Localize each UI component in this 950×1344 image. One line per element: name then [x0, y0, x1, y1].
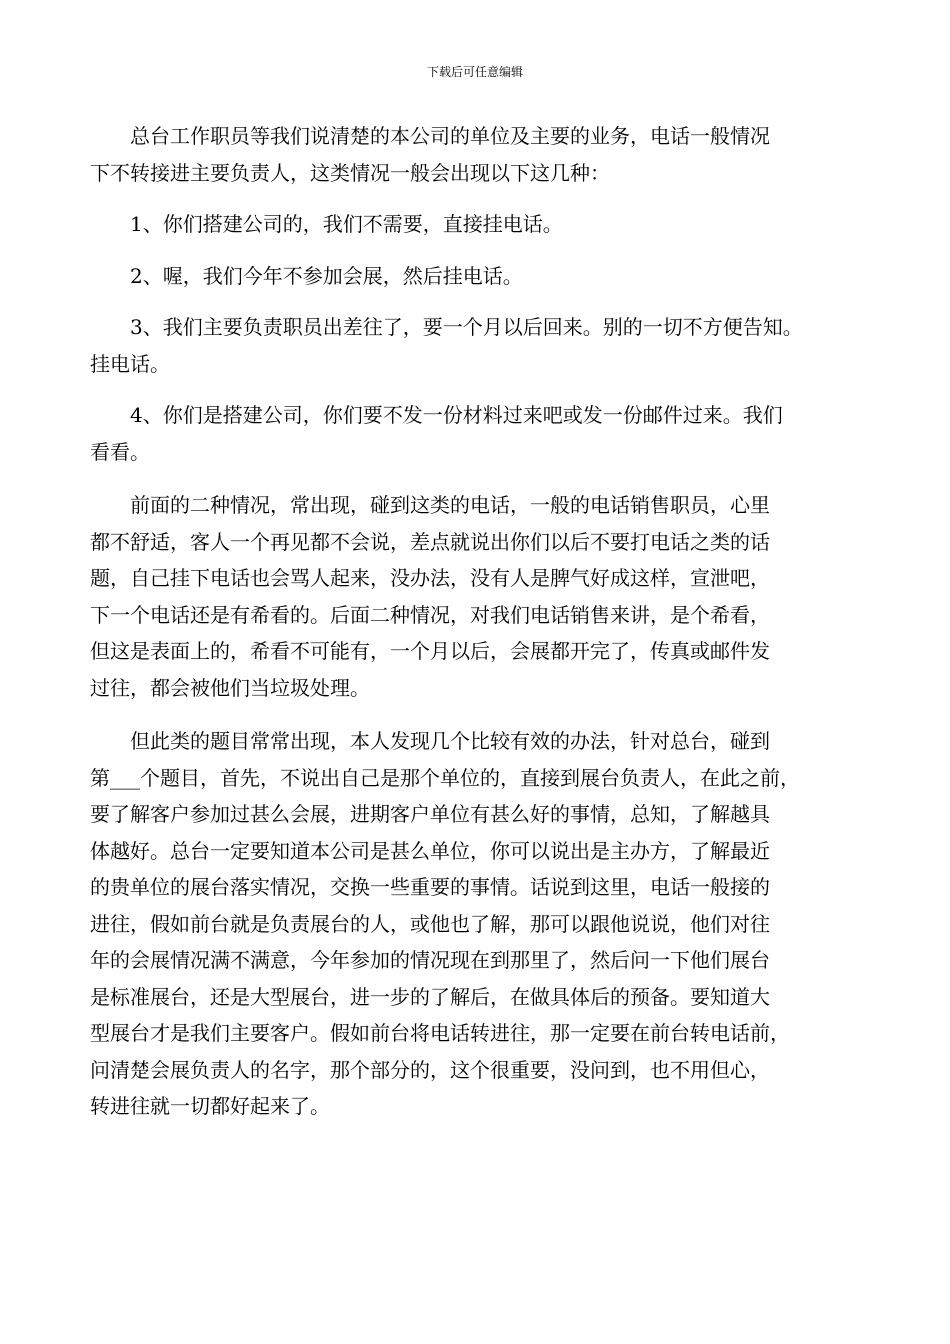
text-line: 3、我们主要负责职员出差往了，要一个月以后回来。别的一切不方便告知。: [130, 315, 803, 339]
list-item-3: [90, 309, 865, 382]
text-line: 的贵单位的展台落实情况，交换一些重要的事情。话说到这里，电话一般接的: [90, 875, 770, 899]
text-line: 题，自己挂下电话也会骂人起来，没办法，没有人是脾气好成这样，宣泄吧，: [90, 566, 770, 590]
text-line: 型展台才是我们主要客户。假如前台将电话转进往，那一定要在前台转电话前，: [90, 1021, 790, 1045]
text-line: 挂电话。: [90, 351, 170, 376]
text-line: 进往，假如前台就是负责展台的人，或他也了解，那可以跟他说说，他们对往: [90, 911, 770, 936]
text-line: 是标准展台，还是大型展台，进一步的了解后，在做具体后的预备。要知道大: [90, 984, 770, 1009]
list-item-1: [90, 206, 865, 243]
text-line: 年的会展情况满不满意，今年参加的情况现在到那里了，然后问一下他们展台: [90, 948, 770, 972]
text-line: 2、喔，我们今年不参加会展，然后挂电话。: [130, 263, 523, 288]
text-line: 下不转接进主要负责人，这类情况一般会出现以下这几种：: [90, 160, 610, 185]
list-item-4: [90, 397, 865, 470]
text-line: 体越好。总台一定要知道本公司是甚么单位，你可以说出是主办方，了解最近: [90, 838, 770, 863]
text-line: 1、你们搭建公司的，我们不需要，直接挂电话。: [130, 212, 563, 236]
text-line: 但此类的题目常常出现，本人发现几个比较有效的办法，针对总台，碰到: [130, 729, 770, 753]
text-line: 要了解客户参加过甚么会展，进期客户单位有甚么好的事情，总知，了解越具: [90, 802, 770, 826]
text-line: 过往，都会被他们当垃圾处理。: [90, 675, 370, 700]
text-line: 前面的二种情况，常出现，碰到这类的电话，一般的电话销售职员，心里: [130, 493, 770, 517]
header-text: 下载后可任意编辑: [426, 65, 523, 79]
page-header: [0, 64, 950, 80]
paragraph-intro: [90, 118, 865, 191]
text-line: 问清楚会展负责人的名字，那个部分的，这个很重要，没问到，也不用但心，: [90, 1057, 770, 1082]
text-line: 都不舒适，客人一个再见都不会说，差点就说出你们以后不要打电话之类的话: [90, 529, 770, 554]
text-line: 看看。: [90, 439, 150, 464]
paragraph-method: [90, 723, 865, 1125]
paragraph-analysis: [90, 487, 865, 706]
document-body: [90, 118, 865, 1125]
text-line: 第___个题目，首先，不说出自己是那个单位的，直接到展台负责人，在此之前，: [90, 765, 800, 790]
text-line: 转进往就一切都好起来了。: [90, 1094, 330, 1118]
text-line: 下一个电话还是有希看的。后面二种情况，对我们电话销售来讲，是个希看，: [90, 602, 770, 627]
text-line: 4、你们是搭建公司，你们要不发一份材料过来吧或发一份邮件过来。我们: [130, 403, 783, 427]
list-item-2: [90, 258, 865, 295]
text-line: 总台工作职员等我们说清楚的本公司的单位及主要的业务，电话一般情况: [130, 124, 770, 148]
text-line: 但这是表面上的，希看不可能有，一个月以后，会展都开完了，传真或邮件发: [90, 639, 770, 663]
